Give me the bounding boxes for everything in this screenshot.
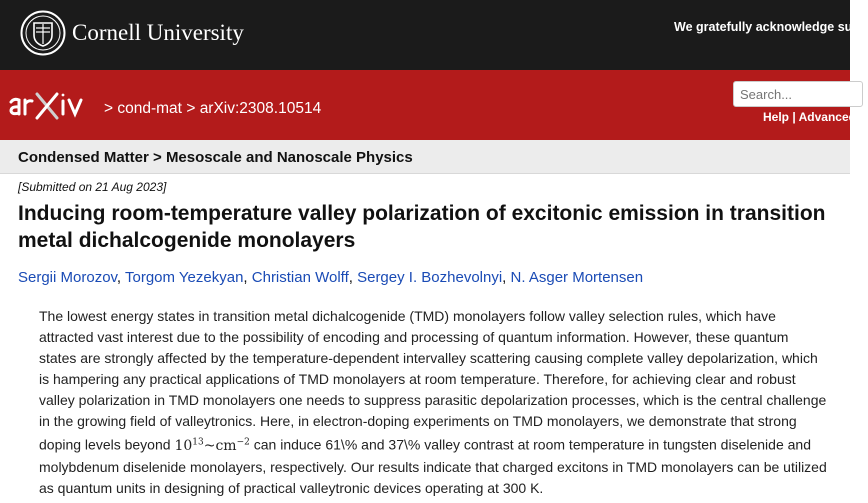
author-link[interactable]: N. Asger Mortensen [510, 269, 644, 286]
submission-date: [Submitted on 21 Aug 2023] [18, 180, 167, 194]
author-list: Sergii Morozov, Torgom Yezekyan, Christian Wolff, Sergey I. Bozhevolnyi, N. Asger Mortensen [18, 269, 644, 286]
paper-title: Inducing room-temperature valley polarization of excitonic emission in transition metal dichalcogenide monolayers [18, 202, 826, 252]
acknowledgement-text[interactable]: We gratefully acknowledge supp [674, 20, 868, 34]
author-link[interactable]: Sergii Morozov [18, 269, 117, 286]
search-input[interactable] [733, 81, 863, 107]
breadcrumb-separator: > [104, 100, 114, 117]
cornell-seal-icon[interactable] [20, 10, 66, 56]
author-link[interactable]: Christian Wolff [251, 269, 349, 286]
abstract-text: The lowest energy states in transition metal dichalcogenide (TMD) monolayers follow valley selection rules, which have attracted vast interest due to the possibility of encoding and processing of quantum information. However, these quantum states are strongly affected by the temperature-dependent intervalley scattering causing complete valley depolarization, which is hampering any practical applications of TMD monolayers at room temperature. Therefore, for achieving clear and robust valley polarization in TMD monolayers one needs to suppress parasitic depolarization processes, which is the central challenge in the growing field of valleytronics. Here, in electron-doping experiments on TMD monolayers, we demonstrate that strong doping levels beyond [39, 308, 827, 453]
abstract-text: can induce 61\% and 37\% valley contrast at room temperature in tungsten diselenide and molybdenum diselenide monolayers, respectively. Our results indicate that charged excitons in TMD monolayers can be utilized as quantum units in designing of practical valleytronic devices operating at 300 K. [39, 436, 827, 496]
subject-bar [0, 140, 850, 174]
cornell-university-name[interactable]: Cornell University [72, 20, 244, 45]
abstract [39, 306, 829, 499]
breadcrumb-category-link[interactable]: cond-mat [117, 100, 182, 117]
author-link[interactable]: Sergey I. Bozhevolnyi [357, 269, 503, 286]
help-link[interactable]: Help [763, 110, 790, 124]
arxiv-header [0, 70, 856, 140]
search-links [763, 110, 856, 124]
breadcrumb-separator: > [186, 100, 196, 117]
author-link[interactable]: Torgom Yezekyan [125, 269, 244, 286]
breadcrumb-paper-id: arXiv:2308.10514 [199, 100, 322, 117]
subject-heading: Condensed Matter > Mesoscale and Nanoscale Physics [18, 149, 413, 166]
cornell-header [0, 0, 868, 70]
doping-level-math: $10^{13}\sim cm^{-2}$ [174, 437, 250, 454]
arxiv-logo-icon[interactable] [7, 88, 99, 122]
advanced-search-link[interactable]: Advanced [798, 110, 856, 124]
search-links-divider: | [792, 110, 796, 124]
breadcrumb [104, 100, 321, 118]
